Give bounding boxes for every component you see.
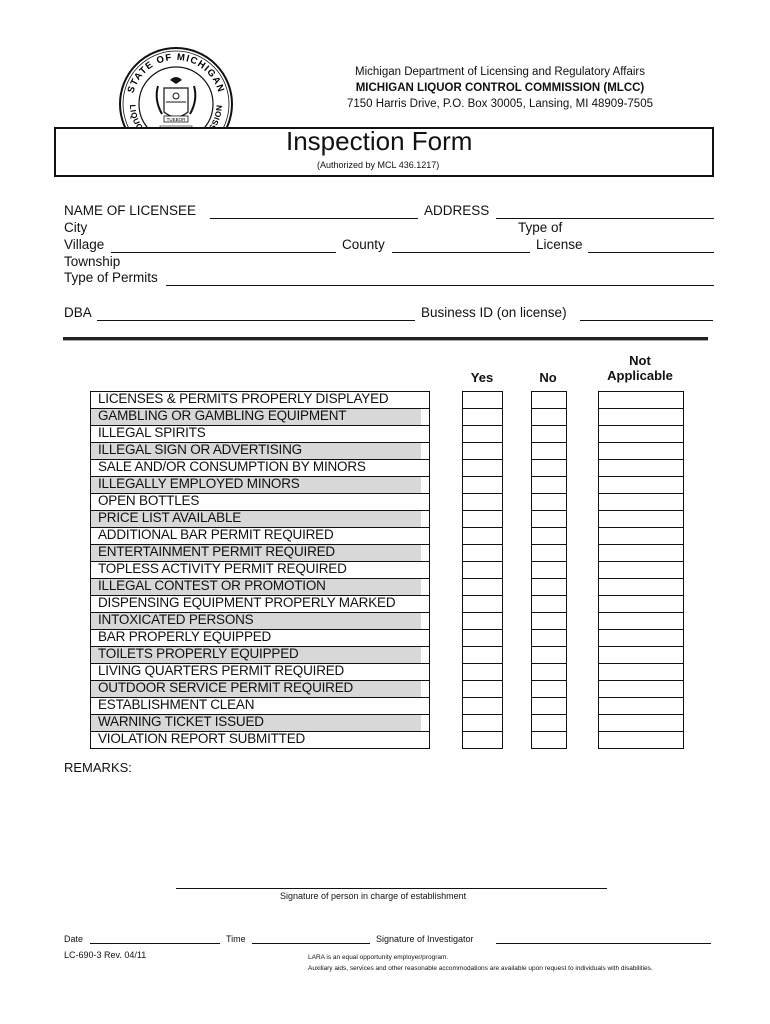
na-checkbox[interactable] [599,732,683,749]
no-checkbox[interactable] [532,545,566,562]
remarks-area[interactable] [64,778,714,878]
signature-caption: Signature of person in charge of establishment [280,891,467,901]
agency-address: 7150 Harris Drive, P.O. Box 30005, Lansing, MI 48909-7505 [347,98,653,110]
seal-outer-text: STATE OF MICHIGAN [125,51,227,95]
na-checkbox[interactable] [599,715,683,732]
yes-checkbox[interactable] [463,460,502,477]
na-checkbox[interactable] [599,545,683,562]
yes-checkbox[interactable] [463,579,502,596]
no-checkbox[interactable] [532,443,566,460]
na-checkbox[interactable] [599,392,683,409]
no-checkbox[interactable] [532,528,566,545]
address-label: ADDRESS [424,203,490,218]
dba-label: DBA [64,305,92,320]
na-checkbox[interactable] [599,443,683,460]
no-checkbox[interactable] [532,698,566,715]
na-checkbox[interactable] [599,664,683,681]
column-header-not: Not [629,353,651,368]
checklist-item: BAR PROPERLY EQUIPPED [91,630,429,647]
investigator-signature-label: Signature of Investigator [376,934,474,944]
no-checkbox[interactable] [532,630,566,647]
county-label: County [342,237,385,252]
date-label: Date [64,934,84,944]
yes-checkbox[interactable] [463,443,502,460]
city-village-township-field[interactable] [111,240,336,253]
yes-checkbox[interactable] [463,511,502,528]
form-number: LC-690-3 Rev. 04/11 [64,950,147,960]
time-field[interactable] [252,943,370,944]
department-name: Michigan Department of Licensing and Regulatory Affairs [354,66,645,78]
no-checkbox[interactable] [532,460,566,477]
checklist-item: ILLEGAL SIGN OR ADVERTISING [91,443,429,460]
yes-checkbox[interactable] [463,392,502,409]
type-of-permits-label: Type of Permits [64,270,158,285]
yes-checkbox[interactable] [463,596,502,613]
na-checkbox[interactable] [599,511,683,528]
na-checkbox[interactable] [599,562,683,579]
no-checkbox[interactable] [532,409,566,426]
na-checkbox[interactable] [599,460,683,477]
no-checkbox[interactable] [532,732,566,749]
na-checkbox[interactable] [599,409,683,426]
no-checkbox[interactable] [532,681,566,698]
checklist-item: ILLEGALLY EMPLOYED MINORS [91,477,429,494]
checklist-item: ILLEGAL SPIRITS [91,426,429,443]
yes-checkbox[interactable] [463,647,502,664]
yes-checkbox[interactable] [463,613,502,630]
na-checkbox-column [598,391,684,749]
page-title: Inspection Form [286,126,473,156]
column-header-no: No [539,370,557,385]
yes-checkbox[interactable] [463,409,502,426]
checklist-item: SALE AND/OR CONSUMPTION BY MINORS [91,460,429,477]
na-checkbox[interactable] [599,681,683,698]
na-checkbox[interactable] [599,647,683,664]
na-checkbox[interactable] [599,613,683,630]
na-checkbox[interactable] [599,477,683,494]
checklist-item: OPEN BOTTLES [91,494,429,511]
checklist-item: GAMBLING OR GAMBLING EQUIPMENT [91,409,429,426]
yes-checkbox[interactable] [463,664,502,681]
na-checkbox[interactable] [599,698,683,715]
yes-checkbox-column [462,391,503,749]
eeo-statement: LARA is an equal opportunity employer/program. [308,954,449,961]
township-label: Township [64,254,121,269]
yes-checkbox[interactable] [463,528,502,545]
footer-notice [308,952,714,974]
na-checkbox[interactable] [599,630,683,647]
date-field[interactable] [90,943,220,944]
address-field[interactable] [496,206,714,219]
no-checkbox[interactable] [532,511,566,528]
yes-checkbox[interactable] [463,630,502,647]
seal-motto: TUEBOR [166,117,186,122]
type-of-label: Type of [518,220,563,235]
checklist-item: ESTABLISHMENT CLEAN [91,698,429,715]
seal-inner-text: LIQU SION [127,104,225,127]
village-label: Village [64,237,105,252]
checklist-item: WARNING TICKET ISSUED [91,715,429,732]
checklist-item: ADDITIONAL BAR PERMIT REQUIRED [91,528,429,545]
no-checkbox[interactable] [532,715,566,732]
na-checkbox[interactable] [599,596,683,613]
no-checkbox[interactable] [532,562,566,579]
no-checkbox-column [531,391,567,749]
checklist-item: TOPLESS ACTIVITY PERMIT REQUIRED [91,562,429,579]
dba-field[interactable] [97,308,415,321]
remarks-label: REMARKS: [64,760,132,775]
establishment-signature-line[interactable] [176,888,607,889]
section-divider [63,337,708,341]
accommodations-statement: Auxiliary aids, services and other reasonable accommodations are available upon request to individuals with disabilities. [308,965,653,972]
type-of-permits-field[interactable] [166,273,714,286]
authority-note: (Authorized by MCL 436.1217) [317,160,440,170]
column-header-not-applicable [598,353,682,383]
license-label: License [536,237,583,252]
agency-header [300,64,700,112]
yes-checkbox[interactable] [463,426,502,443]
license-type-field[interactable] [588,240,714,253]
time-label: Time [226,934,246,944]
city-label: City [64,220,88,235]
checklist-item: OUTDOOR SERVICE PERMIT REQUIRED [91,681,429,698]
commission-name: MICHIGAN LIQUOR CONTROL COMMISSION (MLCC) [355,82,645,94]
no-checkbox[interactable] [532,613,566,630]
checklist-item: ENTERTAINMENT PERMIT REQUIRED [91,545,429,562]
no-checkbox[interactable] [532,664,566,681]
yes-checkbox[interactable] [463,545,502,562]
checklist-item: TOILETS PROPERLY EQUIPPED [91,647,429,664]
na-checkbox[interactable] [599,528,683,545]
no-checkbox[interactable] [532,579,566,596]
no-checkbox[interactable] [532,494,566,511]
no-checkbox[interactable] [532,392,566,409]
no-checkbox[interactable] [532,426,566,443]
county-field[interactable] [392,240,530,253]
no-checkbox[interactable] [532,596,566,613]
yes-checkbox[interactable] [463,477,502,494]
no-checkbox[interactable] [532,647,566,664]
no-checkbox[interactable] [532,477,566,494]
yes-checkbox[interactable] [463,715,502,732]
yes-checkbox[interactable] [463,562,502,579]
yes-checkbox[interactable] [463,698,502,715]
checklist-item: ILLEGAL CONTEST OR PROMOTION [91,579,429,596]
checklist-item: PRICE LIST AVAILABLE [91,511,429,528]
column-header-yes: Yes [470,370,494,385]
checklist-item: LICENSES & PERMITS PROPERLY DISPLAYED [91,392,429,409]
investigator-signature-field[interactable] [496,943,711,944]
checklist-items [90,391,430,749]
licensee-name-field[interactable] [210,206,418,219]
business-id-label: Business ID (on license) [421,305,567,320]
column-header-applicable: Applicable [607,368,673,383]
yes-checkbox[interactable] [463,494,502,511]
licensee-name-label: NAME OF LICENSEE [64,203,197,218]
na-checkbox[interactable] [599,426,683,443]
checklist-item: VIOLATION REPORT SUBMITTED [91,732,429,749]
na-checkbox[interactable] [599,494,683,511]
na-checkbox[interactable] [599,579,683,596]
business-id-field[interactable] [580,308,713,321]
checklist-item: DISPENSING EQUIPMENT PROPERLY MARKED [91,596,429,613]
checklist-item: INTOXICATED PERSONS [91,613,429,630]
yes-checkbox[interactable] [463,732,502,749]
checklist-item: LIVING QUARTERS PERMIT REQUIRED [91,664,429,681]
yes-checkbox[interactable] [463,681,502,698]
